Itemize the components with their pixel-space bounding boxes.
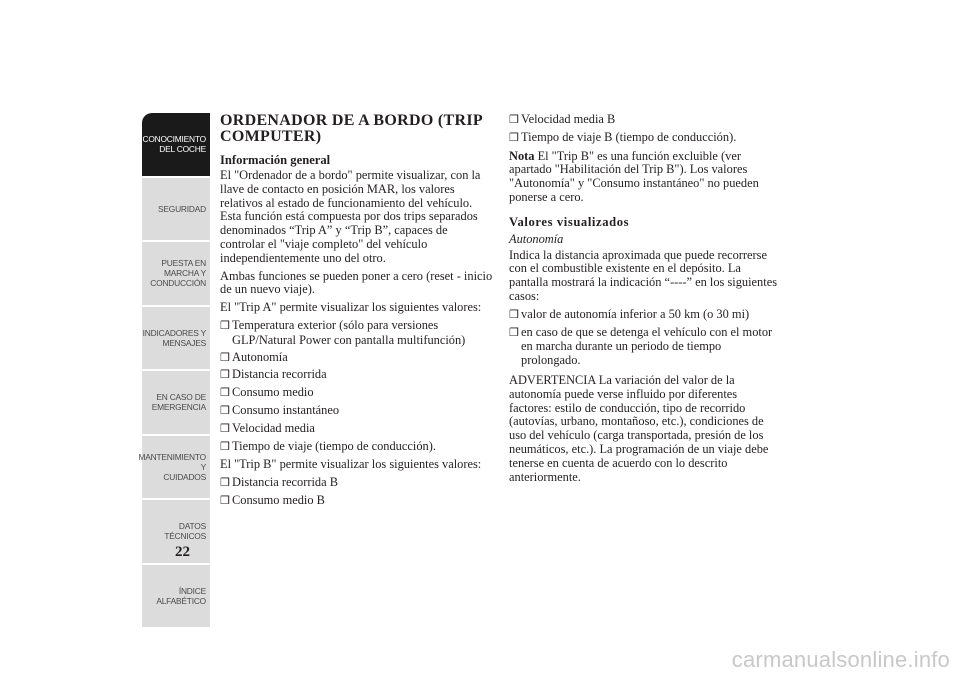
page-title: ORDENADOR DE A BORDO (TRIP COMPUTER) xyxy=(220,112,483,145)
subsection-heading: Autonomía xyxy=(509,231,564,246)
tab-label: PUESTA EN MARCHA Y CONDUCCIÓN xyxy=(150,258,206,289)
section-heading: Valores visualizados xyxy=(509,214,630,229)
tab-seguridad[interactable] xyxy=(142,178,210,241)
trip-b-list-continued xyxy=(509,113,779,146)
checkbox-bullet-icon: ❒ xyxy=(509,326,519,339)
tab-indicadores-y-mensajes[interactable] xyxy=(142,307,210,370)
checkbox-bullet-icon: ❒ xyxy=(220,477,230,490)
note-text: El "Trip B" es una función excluible (ver apartado "Habilitación del Trip B"). Los valores "Autonomía" y "Consumo instantáneo" no pueden ponerse a cero. xyxy=(509,148,759,204)
tab-en-caso-de-emergencia[interactable] xyxy=(142,371,210,434)
list-item: ❒ Temperatura exterior (sólo para versiones GLP/Natural Power con pantalla multifunción) xyxy=(220,317,466,347)
note-paragraph xyxy=(509,150,779,205)
watermark: carmanualsonline.info xyxy=(731,647,950,672)
list-item: ❒ Consumo instantáneo xyxy=(220,402,340,417)
tab-label: CONOCIMIENTO DEL COCHE xyxy=(142,134,206,155)
cases-list xyxy=(509,308,779,368)
trip-b-list xyxy=(220,476,494,509)
paragraph: El "Trip B" permite visualizar los siguientes valores: xyxy=(220,457,482,472)
list-item: ❒ Tiempo de viaje (tiempo de conducción). xyxy=(220,438,436,453)
checkbox-bullet-icon: ❒ xyxy=(220,422,230,435)
column-right xyxy=(509,113,779,488)
checkbox-bullet-icon: ❒ xyxy=(220,440,230,453)
checkbox-bullet-icon: ❒ xyxy=(509,131,519,144)
list-item: ❒ en caso de que se detenga el vehículo con el motor en marcha durante un periodo de tiempo prolongado. xyxy=(509,324,773,368)
tab-label: DATOS TÉCNICOS xyxy=(164,521,206,542)
checkbox-bullet-icon: ❒ xyxy=(220,387,230,400)
tab-label: EN CASO DE EMERGENCIA xyxy=(151,392,206,413)
section-heading: Información general xyxy=(220,153,331,167)
note-label: Nota xyxy=(509,148,535,163)
checkbox-bullet-icon: ❒ xyxy=(220,494,230,507)
column-left xyxy=(220,113,494,513)
page-number: 22 xyxy=(175,544,190,560)
trip-a-list xyxy=(220,319,494,454)
tab-indice-alfabetico[interactable] xyxy=(142,565,210,628)
checkbox-bullet-icon: ❒ xyxy=(509,114,519,126)
list-item: ❒ Consumo medio xyxy=(220,385,314,400)
list-item: ❒ Distancia recorrida B xyxy=(220,475,338,490)
checkbox-bullet-icon: ❒ xyxy=(220,369,230,382)
list-item: ❒ Consumo medio B xyxy=(220,492,325,507)
warning-paragraph: ADVERTENCIA La variación del valor de la autonomía puede verse influido por diferentes factores: estilo de conducción, tipo de recorrido (autovías, urbano, montañoso, etc.), condiciones de uso del vehículo (carga transportada, presión de los neumáticos, etc.). La programación de un viaje debe tenerse en cuenta de acuerdo con lo descrito anteriormente. xyxy=(509,372,769,484)
checkbox-bullet-icon: ❒ xyxy=(220,319,230,332)
list-item: ❒ Distancia recorrida xyxy=(220,367,327,382)
paragraph: Ambas funciones se pueden poner a cero (reset - inicio de un nuevo viaje). xyxy=(220,268,493,297)
tab-label: MANTENIMIENTO Y CUIDADOS xyxy=(138,451,206,482)
checkbox-bullet-icon: ❒ xyxy=(220,351,230,364)
checkbox-bullet-icon: ❒ xyxy=(220,404,230,417)
tab-label: ÍNDICE ALFABÉTICO xyxy=(156,585,206,606)
tab-puesta-en-marcha[interactable] xyxy=(142,242,210,305)
tab-conocimiento-del-coche[interactable] xyxy=(142,113,210,176)
paragraph: Indica la distancia aproximada que puede recorrerse con el combustible existente en el depósito. La pantalla mostrará la indicación “----” en los siguientes casos: xyxy=(509,247,778,303)
checkbox-bullet-icon: ❒ xyxy=(509,308,519,321)
tab-label: INDICADORES Y MENSAJES xyxy=(142,327,206,348)
paragraph: El "Trip A" permite visualizar los siguientes valores: xyxy=(220,300,482,315)
list-item: ❒ valor de autonomía inferior a 50 km (o 30 mi) xyxy=(509,306,750,321)
list-item: ❒ Velocidad media B xyxy=(509,112,616,126)
tab-mantenimiento[interactable] xyxy=(138,436,210,499)
list-item: ❒ Velocidad media xyxy=(220,420,315,435)
tab-label: SEGURIDAD xyxy=(158,203,206,214)
paragraph: El "Ordenador de a bordo" permite visualizar, con la llave de contacto en posición MAR, los valores relativos al estado de funcionamiento del vehículo. Esta función está compuesta por dos trips separados denominados “Trip A” y “Trip B”, capaces de controlar el "viaje completo" del vehículo independientemente uno del otro. xyxy=(220,168,481,265)
list-item: ❒ Autonomía xyxy=(220,349,288,364)
list-item: ❒ Tiempo de viaje B (tiempo de conducción). xyxy=(509,129,737,144)
